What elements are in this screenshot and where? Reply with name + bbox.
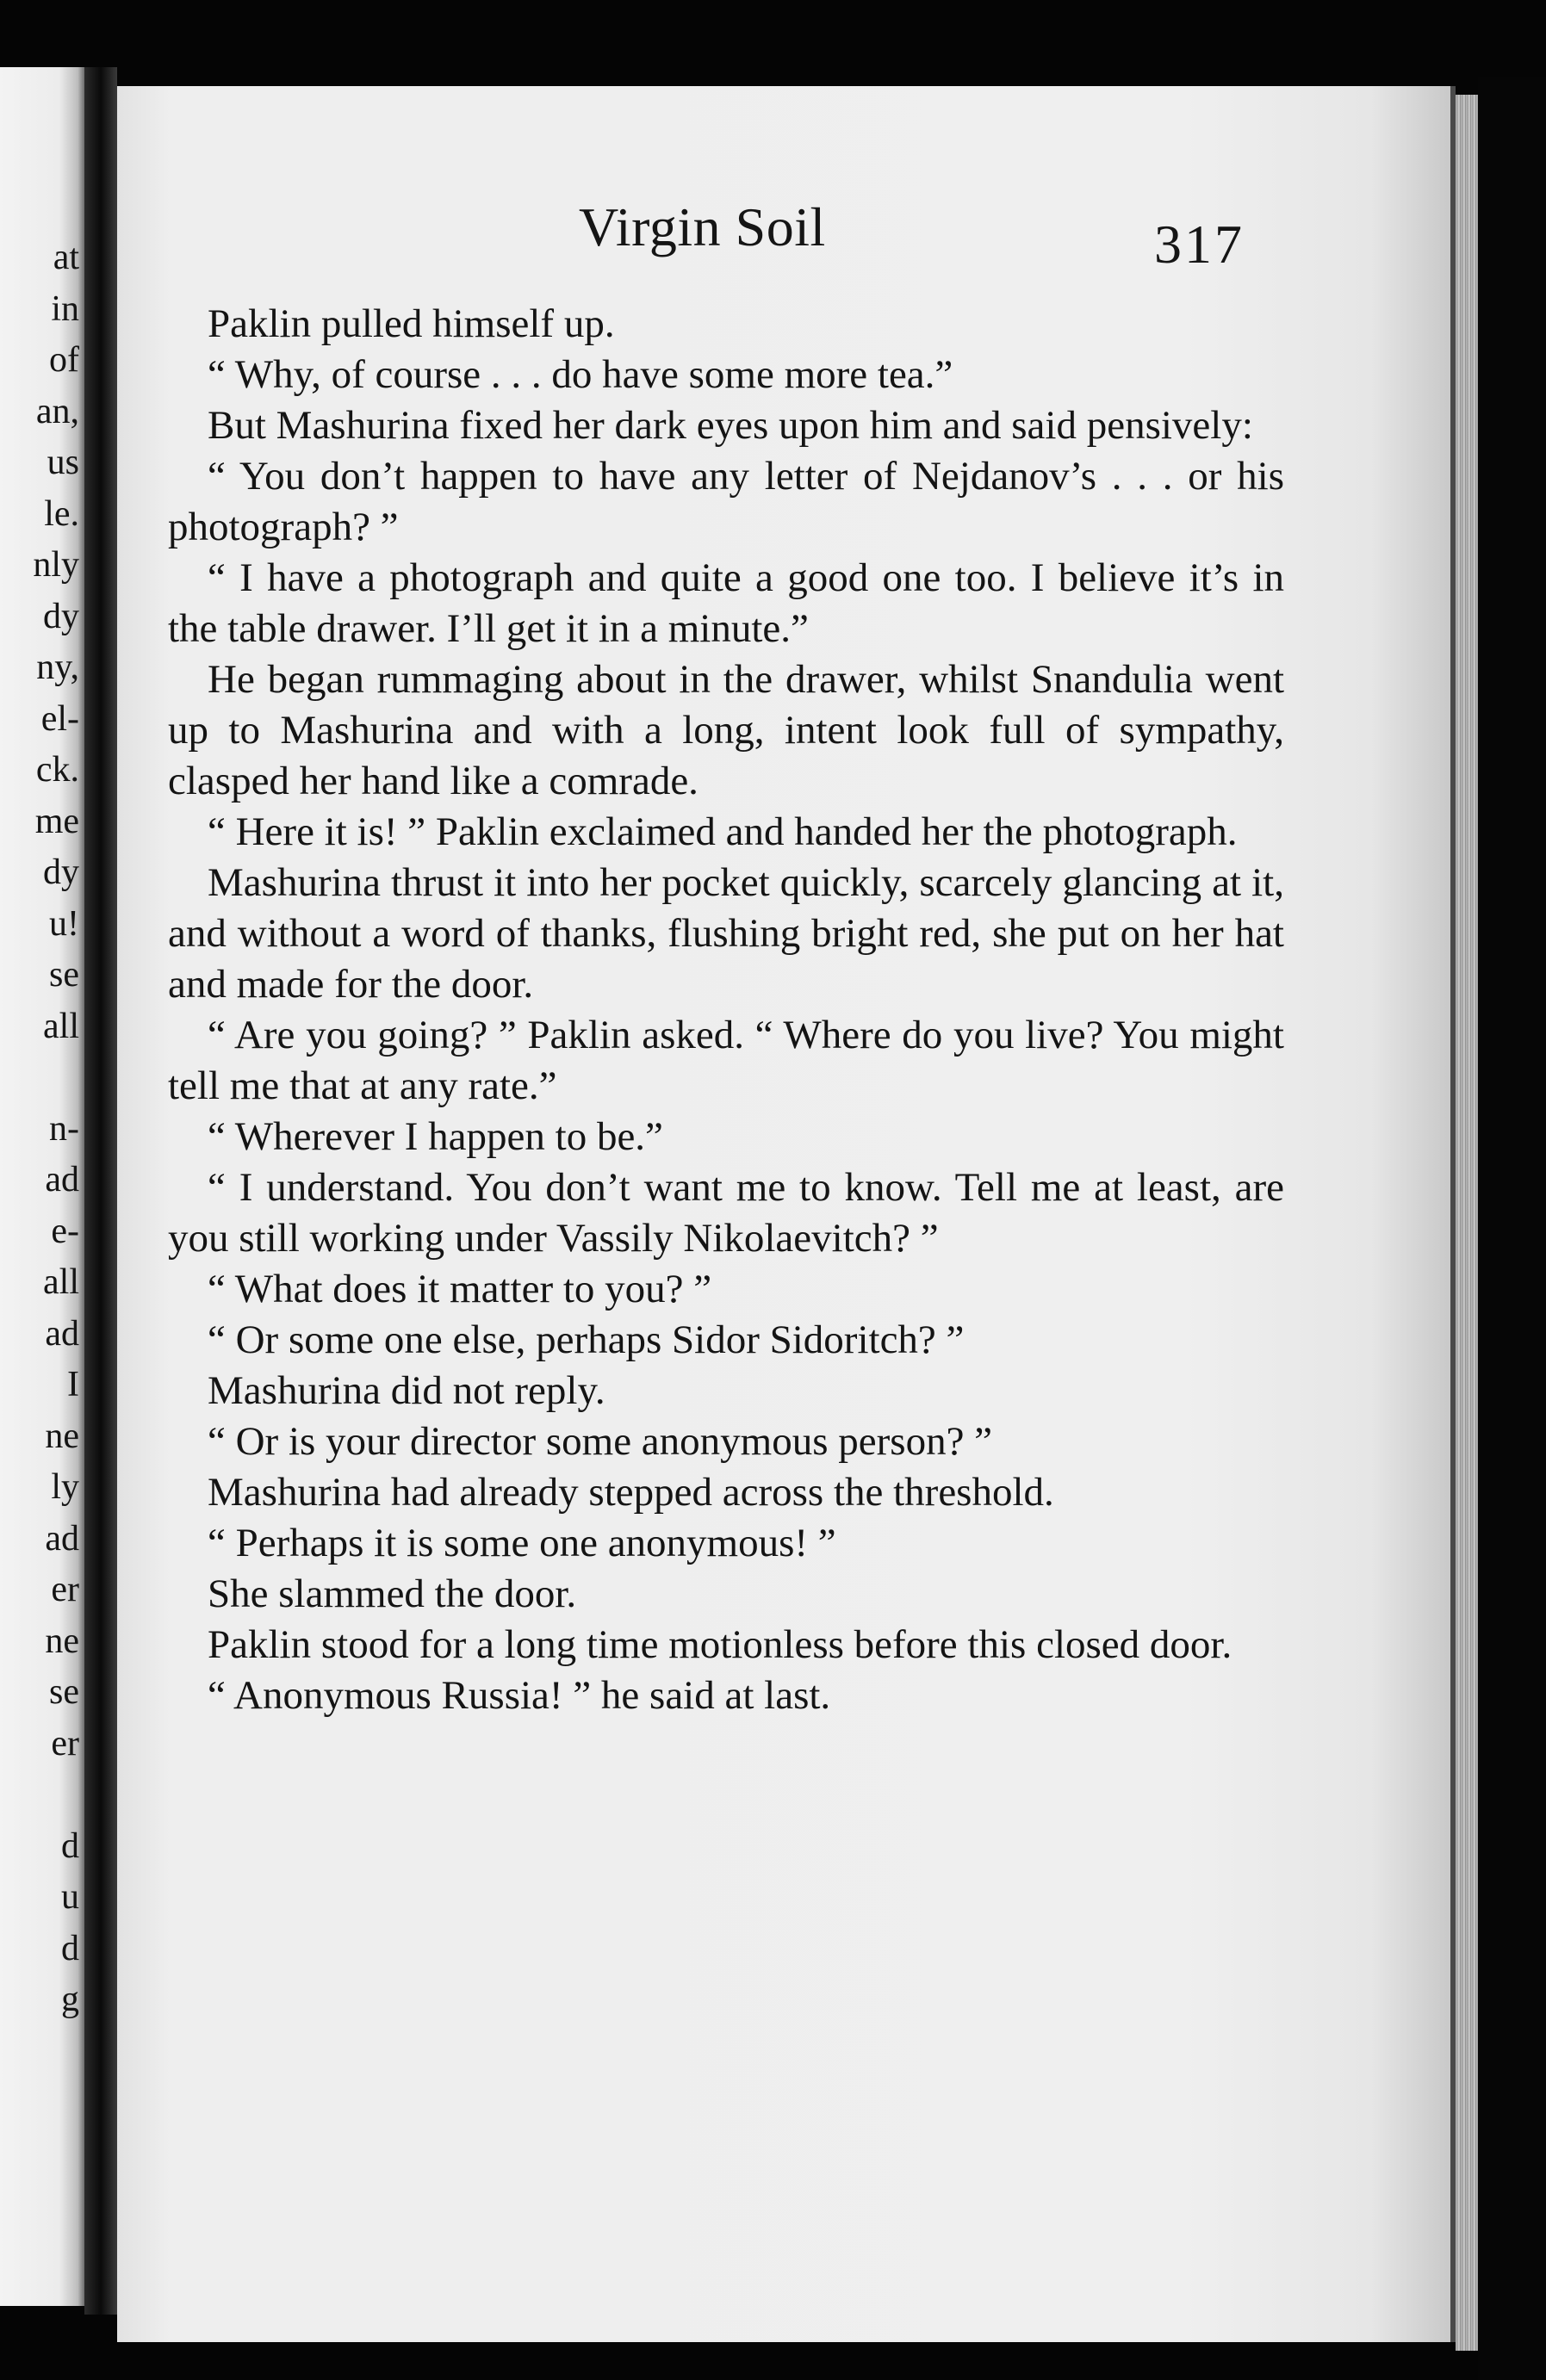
paragraph: “ Wherever I happen to be.” [208,1114,663,1159]
left-page-line-fragment: an, [35,391,79,431]
running-title: Virgin Soil [579,196,826,257]
paragraph: “ Are you going? ” Paklin asked. “ Where do you live? You might tell me that at any rate.” [168,1013,1284,1108]
left-page-line-fragment: er [51,1570,79,1609]
left-page-line-fragment: at [53,238,79,277]
paragraph: Paklin pulled himself up. [208,301,615,346]
left-page-line-fragment: I [67,1365,79,1404]
book-gutter [84,67,117,2315]
paragraph: “ You don’t happen to have any letter of Nejdanov’s . . . or his photograph? ” [168,454,1284,549]
paragraph: “ Why, of course . . . do have some more tea.” [208,352,953,397]
left-page-line-fragment: se [49,1672,79,1712]
paragraph: “ Or some one else, perhaps Sidor Sidoritch? ” [208,1317,965,1362]
paragraph: “ I understand. You don’t want me to know. Tell me at least, are you still working under Vassily Nikolaevitch? ” [168,1165,1284,1261]
left-page-line-fragment: d [61,1928,79,1968]
left-page-line-fragment: el- [40,698,79,739]
left-page-line-fragment: d [61,1825,79,1866]
left-page-line-fragment: in [51,288,79,329]
left-page-line-fragment: u! [49,903,79,944]
left-page-line-fragment: dy [43,596,79,636]
paragraph: “ Or is your director some anonymous person? ” [208,1419,993,1464]
left-page-line-fragment: all [43,1262,79,1302]
left-page-line-fragment: of [49,340,79,380]
left-page-line-fragment: se [49,955,79,995]
paragraph: “ Perhaps it is some one anonymous! ” [208,1521,836,1565]
paragraph: Paklin stood for a long time motionless before this closed door. [208,1622,1232,1667]
page-body [168,299,1284,1721]
paragraph: Mashurina did not reply. [208,1368,605,1413]
paragraph: She slammed the door. [208,1571,577,1616]
paragraph: He began rummaging about in the drawer, whilst Snandulia went up to Mashurina and with a long, intent look full of sympathy, clasped her hand like a comrade. [168,657,1284,803]
scan-background-right [1478,77,1546,2380]
paragraph: Mashurina had already stepped across the threshold. [208,1470,1054,1515]
left-page-line-fragment: le. [44,493,79,534]
paragraph: “ I have a photograph and quite a good one too. I believe it’s in the table drawer. I’ll get it in a minute.” [168,555,1284,651]
left-page-line-fragment: u [61,1877,79,1917]
left-page-line-fragment: ad [45,1313,79,1354]
left-page-line-fragment: ad [45,1160,79,1199]
left-page-line-fragment: us [47,443,79,482]
left-page-line-fragment: dy [43,852,79,892]
left-page-line-fragment: ad [45,1518,79,1559]
left-page-line-fragment: ne [45,1416,79,1456]
left-page-line-fragment: ne [45,1621,79,1661]
left-page-line-fragment: ly [51,1467,79,1507]
paragraph: “ What does it matter to you? ” [208,1267,712,1311]
left-page-line-fragment: g [61,1980,79,2019]
left-page-line-fragment: er [51,1723,79,1763]
left-page-line-fragment: all [43,1006,79,1046]
left-page-line-fragment: ck. [35,750,79,790]
left-page-line-fragment: n- [49,1108,79,1149]
paragraph: “ Here it is! ” Paklin exclaimed and handed her the photograph. [208,809,1238,854]
left-page-fragment [0,67,84,2306]
left-page-line-fragment: me [34,801,79,841]
left-page-line-fragment: ny, [36,648,79,687]
page-number: 317 [1154,214,1245,275]
paragraph: “ Anonymous Russia! ” he said at last. [208,1673,831,1718]
left-page-line-fragment: nly [33,545,79,585]
page-edges [1456,95,1478,2351]
paragraph: But Mashurina fixed her dark eyes upon him and said pensively: [208,403,1253,448]
paragraph: Mashurina thrust it into her pocket quickly, scarcely glancing at it, and without a word of thanks, flushing bright red, she put on her hat and made for the door. [168,860,1284,1007]
left-page-line-fragment: e- [51,1211,79,1251]
